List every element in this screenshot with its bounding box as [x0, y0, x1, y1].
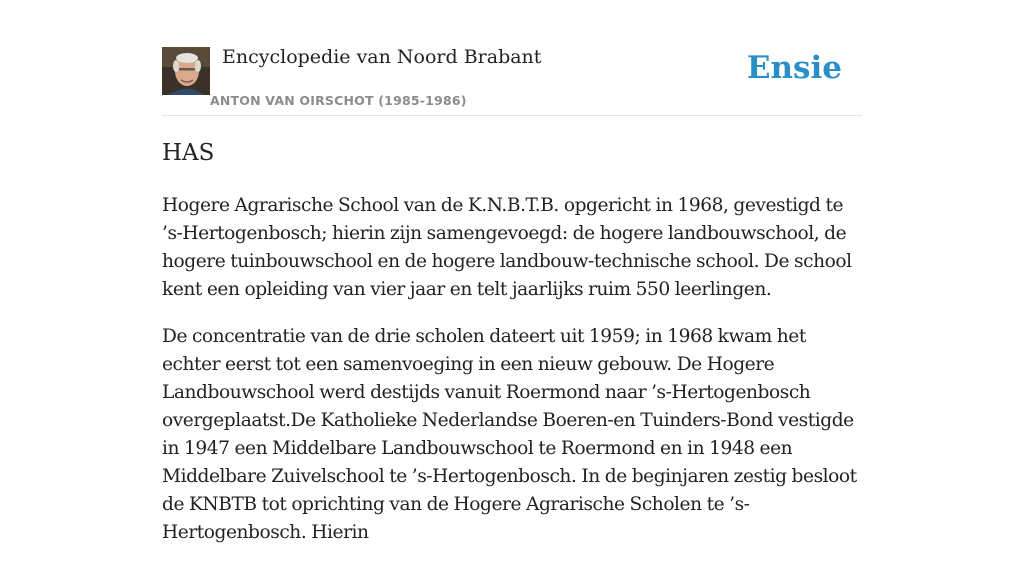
- author-portrait-icon: [162, 47, 210, 95]
- page-header: [162, 0, 862, 116]
- article-title: HAS: [162, 140, 215, 166]
- article-paragraph: De concentratie van de drie scholen dateert uit 1959; in 1968 kwam het echter eerst tot een samenvoeging in een nieuw gebouw. De Hogere Landbouwschool werd destijds vanuit Roermond naar ’s-Hertogenbosch overgeplaatst.De Katholieke Nederlandse Boeren-en Tuinders-Bond vestigde in 1947 een Middelbare Landbouwschool te Roermond en in 1948 een Middelbare Zuivelschool te ’s-Hertogenbosch. In de beginjaren zestig besloot de KNBTB tot oprichting van de Hogere Agrarische Scholen te ’s-Hertogenbosch. Hierin: [162, 326, 857, 543]
- author-name[interactable]: ANTON VAN OIRSCHOT (1985-1986): [210, 93, 467, 108]
- avatar[interactable]: [162, 47, 210, 95]
- brand-logo-link[interactable]: Ensie: [746, 50, 842, 86]
- source-title[interactable]: Encyclopedie van Noord Brabant: [222, 46, 542, 68]
- article-page: [162, 0, 862, 543]
- article-paragraph: Hogere Agrarische School van de K.N.B.T.B. opgericht in 1968, gevestigd te ’s-Hertogenbosch; hierin zijn samengevoegd: de hogere landbouwschool, de hogere tuinbouwschool en de hogere landbouw-technische school. De school kent een opleiding van vier jaar en telt jaarlijks ruim 550 leerlingen.: [162, 195, 852, 300]
- article-body: [162, 192, 862, 566]
